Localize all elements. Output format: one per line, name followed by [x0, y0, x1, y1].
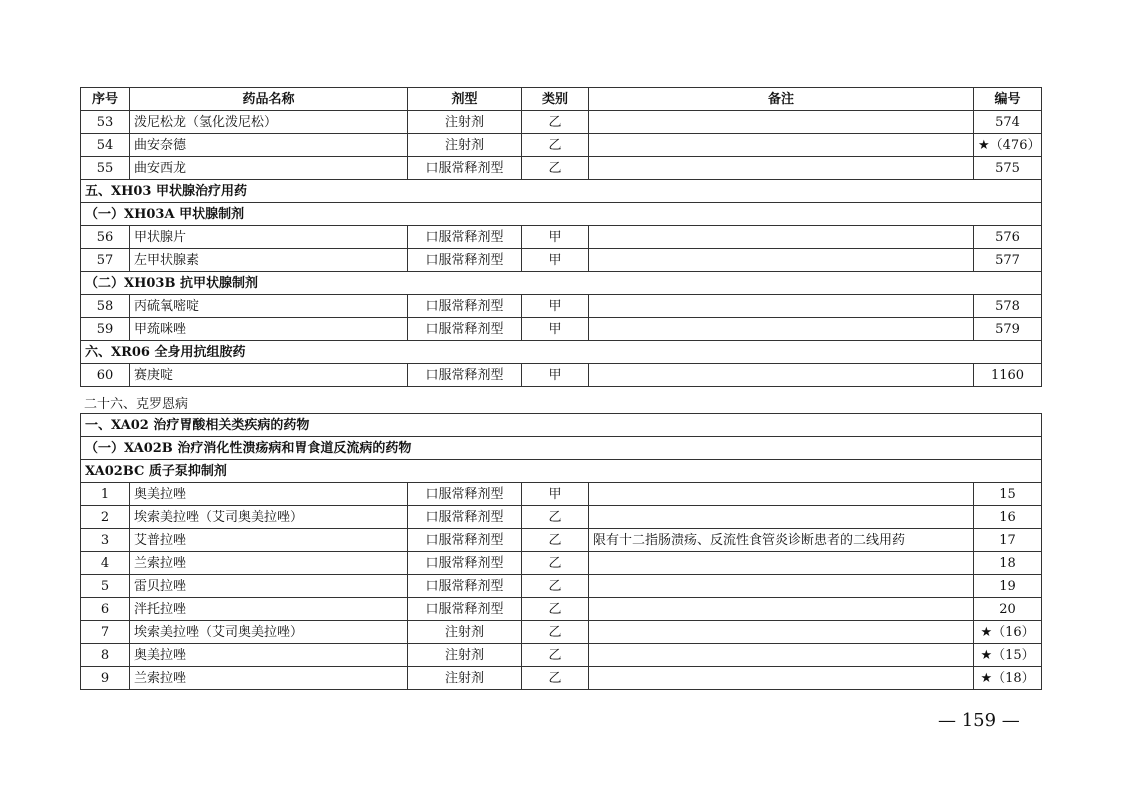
- table-row: [81, 598, 1042, 621]
- cell-note: [589, 295, 974, 318]
- table-row: [81, 621, 1042, 644]
- cell-note: [589, 621, 974, 644]
- cell-name: 艾普拉唑: [130, 529, 408, 552]
- cell-note: [589, 249, 974, 272]
- section-row: [81, 272, 1042, 295]
- section-row: [81, 437, 1042, 460]
- section-row: [81, 180, 1042, 203]
- cell-code: 576: [974, 226, 1042, 249]
- cell-no: 7: [81, 621, 130, 644]
- cell-category: 甲: [522, 364, 589, 387]
- cell-name: 左甲状腺素: [130, 249, 408, 272]
- cell-code: 578: [974, 295, 1042, 318]
- cell-code: 16: [974, 506, 1042, 529]
- cell-name: 甲状腺片: [130, 226, 408, 249]
- cell-note: 限有十二指肠溃疡、反流性食管炎诊断患者的二线用药: [589, 529, 974, 552]
- cell-name: 曲安奈德: [130, 134, 408, 157]
- table-row: [81, 249, 1042, 272]
- cell-no: 3: [81, 529, 130, 552]
- table-row: [81, 157, 1042, 180]
- cell-code: 17: [974, 529, 1042, 552]
- cell-no: 5: [81, 575, 130, 598]
- cell-note: [589, 644, 974, 667]
- cell-name: 丙硫氧嘧啶: [130, 295, 408, 318]
- cell-note: [589, 134, 974, 157]
- section-title: XA02BC 质子泵抑制剂: [81, 460, 1042, 483]
- cell-category: 乙: [522, 157, 589, 180]
- cell-code: 1160: [974, 364, 1042, 387]
- cell-category: 乙: [522, 134, 589, 157]
- table-row: [81, 667, 1042, 690]
- cell-name: 奥美拉唑: [130, 483, 408, 506]
- header-form: 剂型: [408, 88, 522, 111]
- cell-name: 兰索拉唑: [130, 667, 408, 690]
- cell-form: 口服常释剂型: [408, 483, 522, 506]
- cell-no: 4: [81, 552, 130, 575]
- cell-form: 口服常释剂型: [408, 552, 522, 575]
- section-row: [81, 460, 1042, 483]
- cell-note: [589, 575, 974, 598]
- cell-note: [589, 483, 974, 506]
- table-row: [81, 226, 1042, 249]
- cell-category: 乙: [522, 506, 589, 529]
- cell-no: 56: [81, 226, 130, 249]
- drug-table-2: [80, 413, 1042, 690]
- table-row: [81, 575, 1042, 598]
- cell-no: 59: [81, 318, 130, 341]
- cell-category: 甲: [522, 318, 589, 341]
- section-title: （一）XA02B 治疗消化性溃疡病和胃食道反流病的药物: [81, 437, 1042, 460]
- cell-code: ★（15）: [974, 644, 1042, 667]
- cell-code: 19: [974, 575, 1042, 598]
- cell-form: 口服常释剂型: [408, 249, 522, 272]
- cell-name: 雷贝拉唑: [130, 575, 408, 598]
- cell-no: 58: [81, 295, 130, 318]
- cell-form: 口服常释剂型: [408, 226, 522, 249]
- cell-form: 口服常释剂型: [408, 318, 522, 341]
- cell-no: 9: [81, 667, 130, 690]
- cell-form: 口服常释剂型: [408, 575, 522, 598]
- table-row: [81, 552, 1042, 575]
- cell-no: 54: [81, 134, 130, 157]
- cell-no: 1: [81, 483, 130, 506]
- section-title: （二）XH03B 抗甲状腺制剂: [81, 272, 1042, 295]
- cell-note: [589, 506, 974, 529]
- cell-code: 579: [974, 318, 1042, 341]
- cell-name: 兰索拉唑: [130, 552, 408, 575]
- cell-name: 甲巯咪唑: [130, 318, 408, 341]
- header-category: 类别: [522, 88, 589, 111]
- table-row: [81, 111, 1042, 134]
- cell-note: [589, 552, 974, 575]
- cell-form: 注射剂: [408, 667, 522, 690]
- cell-note: [589, 111, 974, 134]
- cell-category: 乙: [522, 621, 589, 644]
- section-row: [81, 414, 1042, 437]
- cell-category: 乙: [522, 552, 589, 575]
- section-row: [81, 341, 1042, 364]
- cell-code: 20: [974, 598, 1042, 621]
- cell-no: 60: [81, 364, 130, 387]
- cell-no: 53: [81, 111, 130, 134]
- cell-name: 泮托拉唑: [130, 598, 408, 621]
- section-heading-crohns: 二十六、克罗恩病: [84, 397, 189, 412]
- cell-no: 55: [81, 157, 130, 180]
- cell-category: 乙: [522, 644, 589, 667]
- section-title: 六、XR06 全身用抗组胺药: [81, 341, 1042, 364]
- cell-note: [589, 364, 974, 387]
- cell-note: [589, 226, 974, 249]
- cell-category: 甲: [522, 249, 589, 272]
- cell-code: ★（16）: [974, 621, 1042, 644]
- header-code: 编号: [974, 88, 1042, 111]
- cell-code: 577: [974, 249, 1042, 272]
- cell-code: ★（18）: [974, 667, 1042, 690]
- cell-note: [589, 598, 974, 621]
- cell-no: 8: [81, 644, 130, 667]
- cell-code: 15: [974, 483, 1042, 506]
- cell-form: 注射剂: [408, 134, 522, 157]
- section-title: （一）XH03A 甲状腺制剂: [81, 203, 1042, 226]
- cell-code: ★（476）: [974, 134, 1042, 157]
- table-row: [81, 483, 1042, 506]
- cell-form: 口服常释剂型: [408, 506, 522, 529]
- cell-note: [589, 667, 974, 690]
- section-title: 五、XH03 甲状腺治疗用药: [81, 180, 1042, 203]
- cell-code: 18: [974, 552, 1042, 575]
- cell-name: 奥美拉唑: [130, 644, 408, 667]
- table-header-row: [81, 88, 1042, 111]
- cell-form: 口服常释剂型: [408, 364, 522, 387]
- cell-form: 注射剂: [408, 621, 522, 644]
- cell-form: 口服常释剂型: [408, 295, 522, 318]
- drug-table-1: [80, 87, 1042, 387]
- cell-note: [589, 318, 974, 341]
- cell-name: 泼尼松龙（氢化泼尼松）: [130, 111, 408, 134]
- cell-no: 57: [81, 249, 130, 272]
- table-row: [81, 364, 1042, 387]
- cell-form: 注射剂: [408, 644, 522, 667]
- cell-code: 575: [974, 157, 1042, 180]
- header-note: 备注: [589, 88, 974, 111]
- cell-form: 口服常释剂型: [408, 598, 522, 621]
- table-row: [81, 134, 1042, 157]
- cell-category: 乙: [522, 575, 589, 598]
- cell-name: 曲安西龙: [130, 157, 408, 180]
- table-row: [81, 644, 1042, 667]
- section-row: [81, 203, 1042, 226]
- cell-form: 口服常释剂型: [408, 157, 522, 180]
- header-no: 序号: [81, 88, 130, 111]
- cell-name: 赛庚啶: [130, 364, 408, 387]
- cell-category: 乙: [522, 111, 589, 134]
- cell-note: [589, 157, 974, 180]
- page-number: — 159 —: [938, 710, 1020, 731]
- cell-category: 甲: [522, 226, 589, 249]
- cell-category: 甲: [522, 295, 589, 318]
- cell-form: 口服常释剂型: [408, 529, 522, 552]
- cell-name: 埃索美拉唑（艾司奥美拉唑）: [130, 506, 408, 529]
- cell-category: 乙: [522, 598, 589, 621]
- cell-category: 乙: [522, 667, 589, 690]
- table-row: [81, 295, 1042, 318]
- table-row: [81, 529, 1042, 552]
- cell-no: 6: [81, 598, 130, 621]
- cell-name: 埃索美拉唑（艾司奥美拉唑）: [130, 621, 408, 644]
- section-title: 一、XA02 治疗胃酸相关类疾病的药物: [81, 414, 1042, 437]
- cell-code: 574: [974, 111, 1042, 134]
- cell-form: 注射剂: [408, 111, 522, 134]
- table-row: [81, 318, 1042, 341]
- cell-category: 乙: [522, 529, 589, 552]
- cell-no: 2: [81, 506, 130, 529]
- header-name: 药品名称: [130, 88, 408, 111]
- cell-category: 甲: [522, 483, 589, 506]
- table-row: [81, 506, 1042, 529]
